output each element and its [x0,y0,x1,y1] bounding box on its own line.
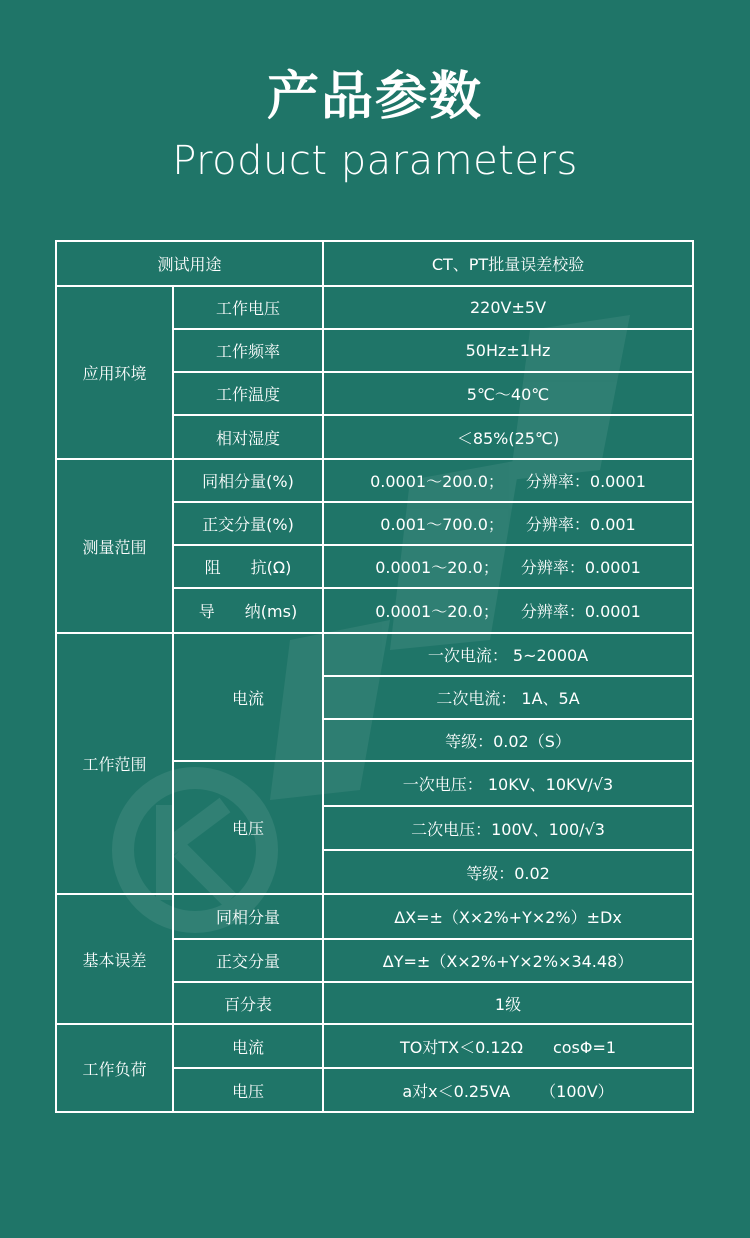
table-row [56,459,693,502]
purpose-value: CT、PT批量误差校验 [323,241,693,286]
error-quadrature-value: ΔY=±（X×2%+Y×2%×34.48） [323,939,693,982]
working-voltage-label: 电压 [173,761,323,894]
working-current-secondary: 二次电流： 1A、5A [323,676,693,719]
load-current-label: 电流 [173,1024,323,1068]
page-subtitle: Product parameters [172,138,578,184]
load-voltage-label: 电压 [173,1068,323,1112]
error-percent-label: 百分表 [173,982,323,1024]
load-voltage-value: a对x＜0.25VA （100V） [323,1068,693,1112]
env-humidity-value: ＜85%(25℃) [323,415,693,459]
load-label: 工作负荷 [56,1024,173,1112]
env-voltage-value: 220V±5V [323,286,693,329]
error-quadrature-label: 正交分量 [173,939,323,982]
measure-inphase-value: 0.0001～200.0； 分辨率：0.0001 [323,459,693,502]
basic-error-label: 基本误差 [56,894,173,1024]
error-inphase-value: ΔX=±（X×2%+Y×2%）±Dx [323,894,693,939]
env-voltage-label: 工作电压 [173,286,323,329]
measure-admittance-value: 0.0001～20.0； 分辨率：0.0001 [323,588,693,633]
table-row [56,633,693,676]
working-voltage-secondary: 二次电压：100V、100/√3 [323,806,693,850]
env-temperature-label: 工作温度 [173,372,323,415]
table-row [56,241,693,286]
measure-quadrature-value: 0.001～700.0； 分辨率：0.001 [323,502,693,545]
measure-quadrature-label: 正交分量(%) [173,502,323,545]
purpose-label: 测试用途 [56,241,323,286]
working-current-class: 等级：0.02（S） [323,719,693,761]
measure-label: 测量范围 [56,459,173,633]
env-frequency-label: 工作频率 [173,329,323,372]
working-range-label: 工作范围 [56,633,173,894]
measure-impedance-label: 阻 抗(Ω) [173,545,323,588]
environment-label: 应用环境 [56,286,173,459]
table-row [56,286,693,329]
table-row [56,894,693,939]
working-current-primary: 一次电流： 5~2000A [323,633,693,676]
working-voltage-class: 等级：0.02 [323,850,693,894]
env-humidity-label: 相对湿度 [173,415,323,459]
measure-impedance-value: 0.0001～20.0； 分辨率：0.0001 [323,545,693,588]
error-percent-value: 1级 [323,982,693,1024]
load-current-value: TO对TX＜0.12Ω cosΦ=1 [323,1024,693,1068]
measure-admittance-label: 导 纳(ms) [173,588,323,633]
working-current-label: 电流 [173,633,323,761]
working-voltage-primary: 一次电压： 10KV、10KV/√3 [323,761,693,806]
error-inphase-label: 同相分量 [173,894,323,939]
env-frequency-value: 50Hz±1Hz [323,329,693,372]
table-row [56,1024,693,1068]
page-title: 产品参数 [266,67,483,127]
measure-inphase-label: 同相分量(%) [173,459,323,502]
env-temperature-value: 5℃～40℃ [323,372,693,415]
parameters-table [55,240,694,1113]
